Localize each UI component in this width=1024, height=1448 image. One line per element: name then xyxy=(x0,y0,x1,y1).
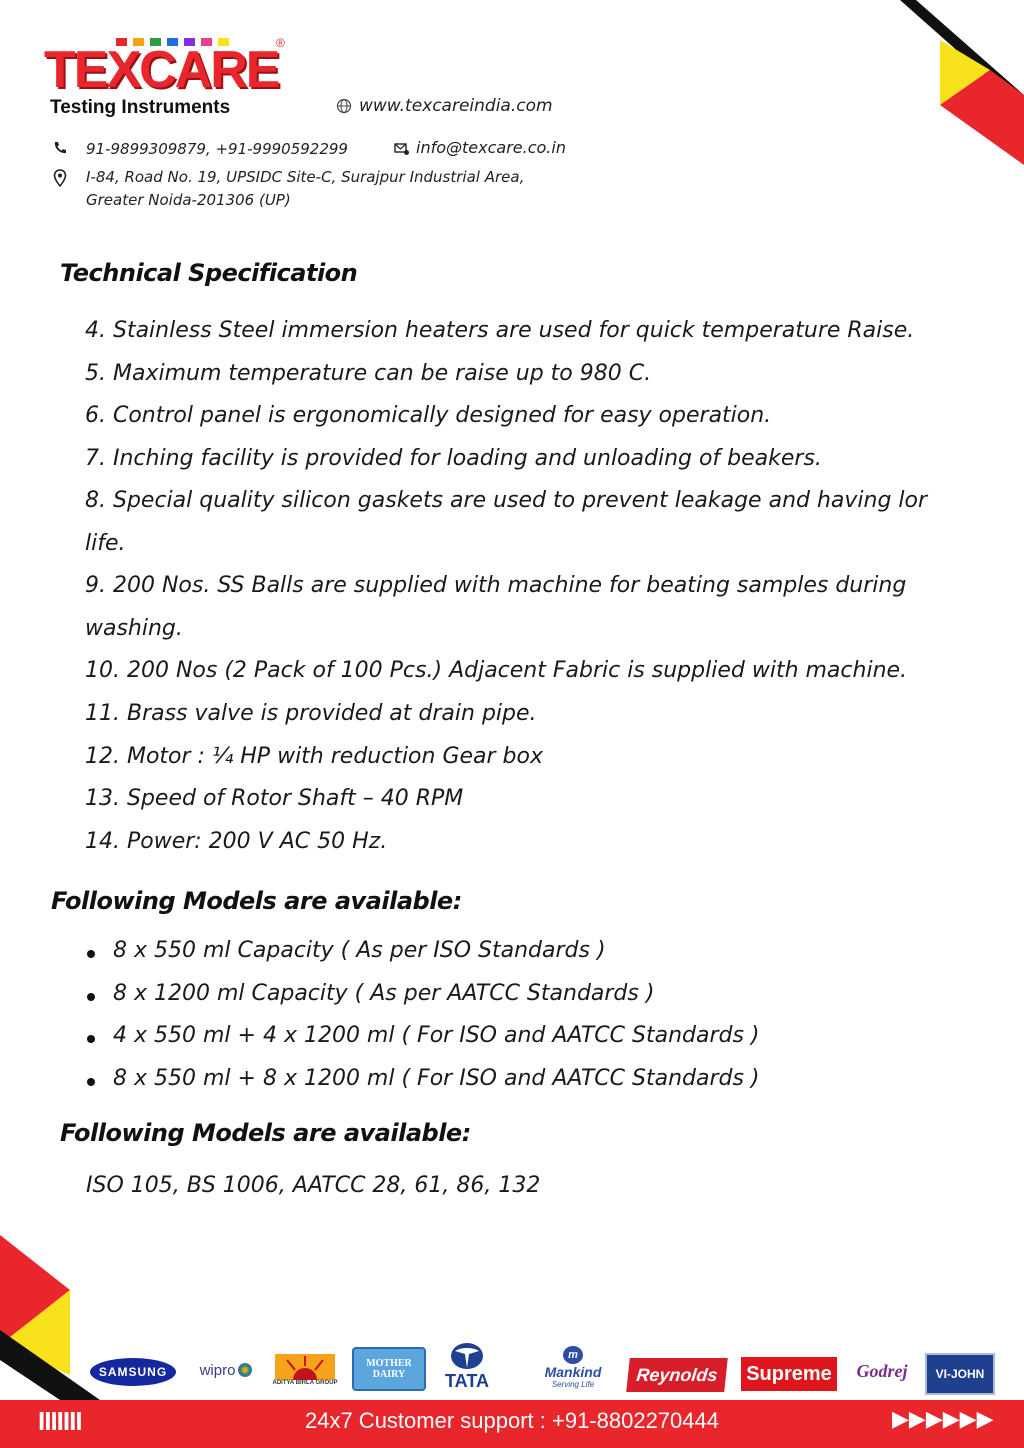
bullet-icon xyxy=(87,1078,95,1086)
tata-emblem-icon xyxy=(449,1341,485,1371)
spec-line: 6. Control panel is ergonomically designed for easy operation. xyxy=(85,403,772,428)
logo-wordmark: TEXCARE xyxy=(44,41,279,99)
bullet-icon xyxy=(87,993,95,1001)
models-heading: Following Models are available: xyxy=(51,887,462,915)
texcare-logo xyxy=(44,34,285,99)
mankind-logo: m Mankind Serving Life xyxy=(528,1343,618,1391)
model-item: 8 x 1200 ml Capacity ( As per AATCC Standards ) xyxy=(113,981,655,1006)
spec-line: life. xyxy=(85,531,126,556)
spec-line: 7. Inching facility is provided for loading and unloading of beakers. xyxy=(85,446,822,471)
godrej-logo: Godrej xyxy=(856,1360,908,1381)
address-line-1: I-84, Road No. 19, UPSIDC Site-C, Surajpur Industrial Area, xyxy=(86,168,525,186)
footer-right-arrows: ▶▶▶▶▶▶ xyxy=(892,1407,994,1432)
email-address[interactable]: info@texcare.co.in xyxy=(416,138,566,157)
footer-left-marks: IIIIIII xyxy=(38,1406,82,1436)
spec-line: 13. Speed of Rotor Shaft – 40 RPM xyxy=(85,786,464,811)
spec-line: 5. Maximum temperature can be raise up to 980 C. xyxy=(85,361,652,386)
reynolds-logo: Reynolds xyxy=(626,1358,728,1392)
model-item: 4 x 550 ml + 4 x 1200 ml ( For ISO and AATCC Standards ) xyxy=(113,1023,760,1048)
spec-line: 4. Stainless Steel immersion heaters are used for quick temperature Raise. xyxy=(85,318,915,343)
top-right-corner-decoration xyxy=(880,0,1024,170)
spec-line: 10. 200 Nos (2 Pack of 100 Pcs.) Adjacent Fabric is supplied with machine. xyxy=(85,658,908,683)
email-icon xyxy=(394,141,410,160)
tata-logo: TATA xyxy=(436,1338,498,1394)
location-pin-icon xyxy=(53,169,67,191)
bullet-icon xyxy=(87,1035,95,1043)
registered-mark: ® xyxy=(276,36,285,50)
standards-heading: Following Models are available: xyxy=(60,1119,471,1147)
phone-numbers: 91-9899309879, +91-9990592299 xyxy=(86,140,348,158)
aditya-birla-logo: ADITYA BIRLA GROUP xyxy=(272,1350,338,1390)
wipro-logo: wipro xyxy=(194,1350,258,1390)
globe-icon xyxy=(336,98,352,118)
wipro-dots-icon xyxy=(238,1363,252,1377)
spec-line: washing. xyxy=(85,616,183,641)
supreme-logo: Supreme xyxy=(741,1357,837,1391)
spec-line: 8. Special quality silicon gaskets are used to prevent leakage and having lor xyxy=(85,488,928,513)
phone-icon xyxy=(53,140,67,159)
vi-john-logo: VI-JOHN xyxy=(925,1353,995,1395)
brand-tagline: Testing Instruments xyxy=(50,97,231,118)
spec-line: 14. Power: 200 V AC 50 Hz. xyxy=(85,829,388,854)
spec-line: 9. 200 Nos. SS Balls are supplied with machine for beating samples during xyxy=(85,573,907,598)
sun-icon xyxy=(275,1354,335,1380)
customer-support-text: 24x7 Customer support : +91-8802270444 xyxy=(304,1408,719,1433)
spec-line: 11. Brass valve is provided at drain pipe. xyxy=(85,701,537,726)
model-item: 8 x 550 ml + 8 x 1200 ml ( For ISO and AATCC Standards ) xyxy=(113,1066,760,1091)
bullet-icon xyxy=(87,950,95,958)
bottom-left-corner-decoration xyxy=(0,1235,110,1405)
technical-spec-heading: Technical Specification xyxy=(60,259,358,287)
spec-line: 12. Motor : ¼ HP with reduction Gear box xyxy=(85,744,544,769)
samsung-logo: SAMSUNG xyxy=(90,1358,176,1386)
website-link[interactable]: www.texcareindia.com xyxy=(359,96,553,116)
mankind-m-icon: m xyxy=(563,1346,583,1364)
address-line-2: Greater Noida-201306 (UP) xyxy=(86,191,291,209)
model-item: 8 x 550 ml Capacity ( As per ISO Standards ) xyxy=(113,938,606,963)
mother-dairy-logo: MOTHER DAIRY xyxy=(352,1347,426,1391)
standards-text: ISO 105, BS 1006, AATCC 28, 61, 86, 132 xyxy=(86,1173,541,1198)
